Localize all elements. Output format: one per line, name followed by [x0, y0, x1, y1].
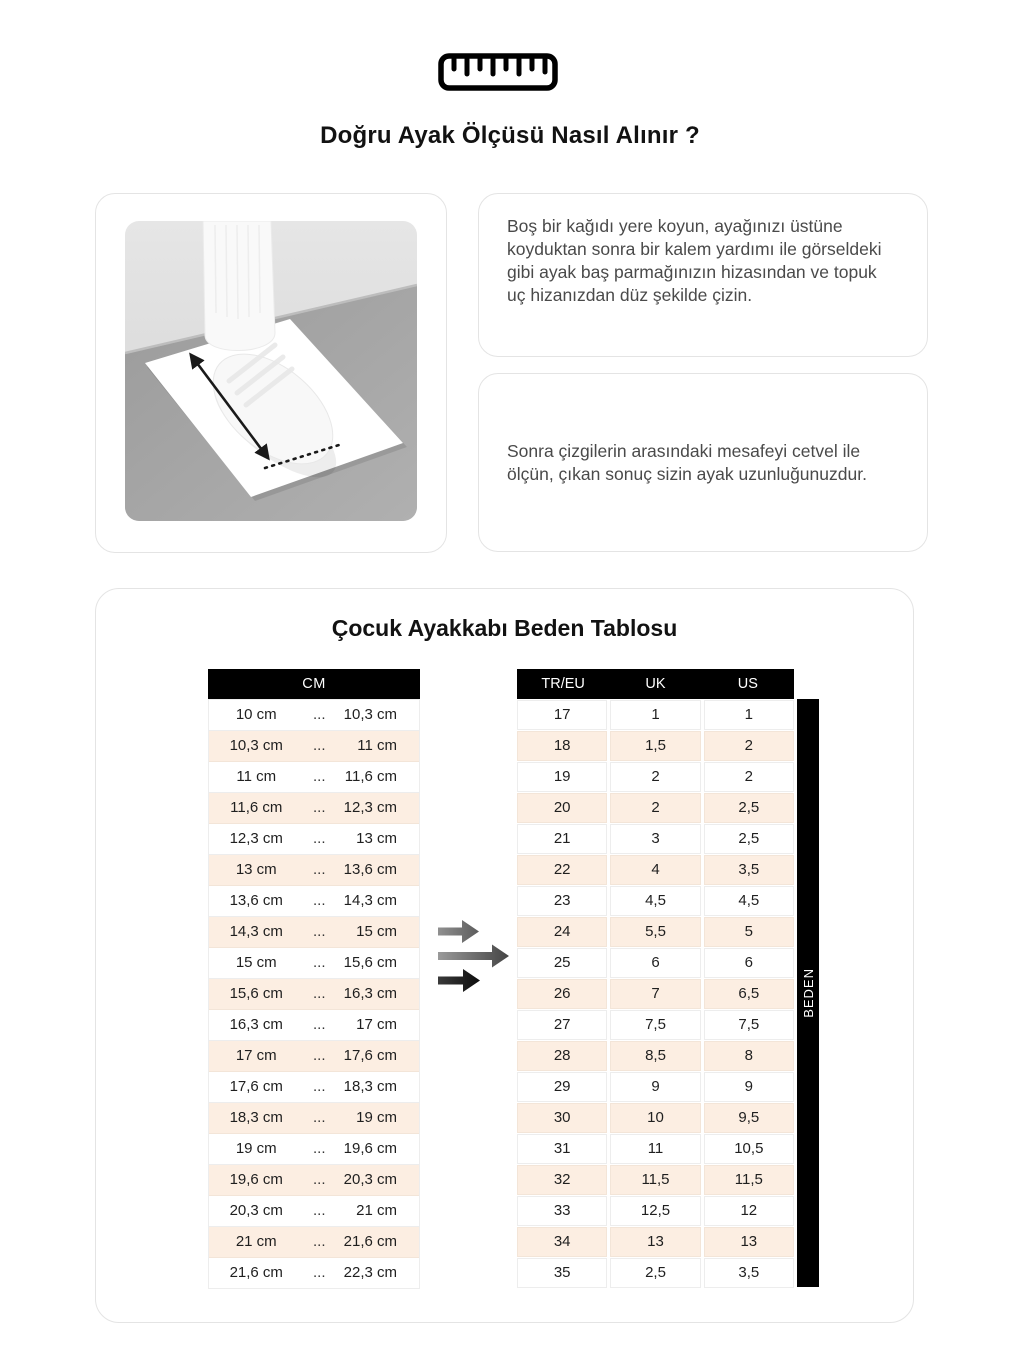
cm-from: 11 cm — [236, 768, 277, 785]
cm-from: 12,3 cm — [229, 830, 283, 847]
table-row — [517, 948, 794, 978]
cm-from: 17 cm — [235, 1047, 277, 1064]
cm-from: 11,6 cm — [230, 799, 283, 816]
table-row — [209, 917, 419, 948]
tr-eu-value: 35 — [517, 1258, 607, 1288]
tr-eu-value: 22 — [517, 855, 607, 885]
tr-eu-value: 26 — [517, 979, 607, 1009]
table-row — [517, 979, 794, 1009]
tr-eu-value: 23 — [517, 886, 607, 916]
uk-value: 6 — [610, 948, 700, 978]
cm-from: 21,6 cm — [229, 1264, 283, 1281]
table-row — [209, 700, 419, 731]
table-row — [209, 948, 419, 979]
cm-to: 15,6 cm — [343, 954, 397, 971]
size-table-header-row — [517, 669, 794, 699]
header-us: US — [737, 676, 758, 692]
cm-to: 19,6 cm — [343, 1140, 397, 1157]
uk-value: 12,5 — [610, 1196, 700, 1226]
beden-axis-label — [797, 699, 819, 1287]
cm-to: 22,3 cm — [343, 1264, 397, 1281]
instruction-step-2-text: Sonra çizgilerin arasındaki mesafeyi cetvel ile ölçün, çıkan sonuç sizin ayak uzunluğunuzdur. — [507, 440, 867, 484]
cm-table-body — [208, 699, 420, 1289]
instruction-step-2 — [478, 373, 928, 552]
us-value: 9,5 — [704, 1103, 794, 1133]
table-row — [517, 1134, 794, 1164]
range-dots: ... — [312, 799, 326, 816]
cm-from: 20,3 cm — [229, 1202, 283, 1219]
cm-table — [208, 669, 420, 1289]
table-row — [209, 824, 419, 855]
table-row — [517, 1196, 794, 1226]
cm-from: 19 cm — [235, 1140, 277, 1157]
range-dots: ... — [312, 1202, 326, 1219]
range-dots: ... — [312, 1078, 326, 1095]
tr-eu-value: 34 — [517, 1227, 607, 1257]
cm-from: 16,3 cm — [229, 1016, 283, 1033]
table-row — [517, 1165, 794, 1195]
uk-value: 11,5 — [610, 1165, 700, 1195]
cm-to: 17,6 cm — [343, 1047, 397, 1064]
table-row — [209, 886, 419, 917]
table-row — [209, 1165, 419, 1196]
us-value: 2 — [704, 762, 794, 792]
table-row — [209, 762, 419, 793]
header-tr-eu: TR/EU — [541, 676, 585, 692]
us-value: 6 — [704, 948, 794, 978]
cm-to: 14,3 cm — [343, 892, 397, 909]
range-dots: ... — [312, 706, 326, 723]
table-row — [517, 824, 794, 854]
cm-from: 13,6 cm — [229, 892, 283, 909]
tr-eu-value: 32 — [517, 1165, 607, 1195]
table-row — [209, 1258, 419, 1289]
range-dots: ... — [312, 1264, 326, 1281]
us-value: 11,5 — [704, 1165, 794, 1195]
uk-value: 2,5 — [610, 1258, 700, 1288]
cm-table-header: CM — [208, 669, 420, 699]
range-dots: ... — [312, 768, 326, 785]
us-value: 10,5 — [704, 1134, 794, 1164]
tr-eu-value: 30 — [517, 1103, 607, 1133]
uk-value: 5,5 — [610, 917, 700, 947]
table-row — [209, 979, 419, 1010]
instruction-step-1 — [478, 193, 928, 357]
measurement-photo-card — [95, 193, 447, 553]
tr-eu-value: 21 — [517, 824, 607, 854]
us-value: 1 — [704, 700, 794, 730]
cm-to: 20,3 cm — [343, 1171, 397, 1188]
cm-from: 18,3 cm — [229, 1109, 283, 1126]
us-value: 3,5 — [704, 1258, 794, 1288]
size-table-card — [95, 588, 914, 1323]
tr-eu-value: 19 — [517, 762, 607, 792]
table-row — [517, 1103, 794, 1133]
uk-value: 8,5 — [610, 1041, 700, 1071]
tr-eu-value: 24 — [517, 917, 607, 947]
range-dots: ... — [312, 954, 326, 971]
table-row — [209, 1041, 419, 1072]
cm-from: 21 cm — [235, 1233, 277, 1250]
tr-eu-value: 25 — [517, 948, 607, 978]
us-value: 8 — [704, 1041, 794, 1071]
header-uk: UK — [645, 676, 666, 692]
range-dots: ... — [312, 830, 326, 847]
tr-eu-value: 27 — [517, 1010, 607, 1040]
range-dots: ... — [312, 737, 326, 754]
us-value: 12 — [704, 1196, 794, 1226]
range-dots: ... — [312, 1016, 326, 1033]
table-row — [209, 1010, 419, 1041]
us-value: 9 — [704, 1072, 794, 1102]
cm-to: 11,6 cm — [344, 768, 397, 785]
range-dots: ... — [312, 1233, 326, 1250]
table-row — [517, 855, 794, 885]
range-dots: ... — [312, 1109, 326, 1126]
cm-to: 18,3 cm — [343, 1078, 397, 1095]
cm-to: 12,3 cm — [343, 799, 397, 816]
uk-value: 1 — [610, 700, 700, 730]
table-row — [209, 1134, 419, 1165]
table-row — [517, 1258, 794, 1288]
uk-value: 4,5 — [610, 886, 700, 916]
table-row — [209, 855, 419, 886]
cm-from: 10,3 cm — [229, 737, 283, 754]
uk-value: 9 — [610, 1072, 700, 1102]
conversion-arrows-icon — [436, 917, 514, 999]
us-value: 2,5 — [704, 793, 794, 823]
us-value: 6,5 — [704, 979, 794, 1009]
cm-to: 16,3 cm — [343, 985, 397, 1002]
table-row — [209, 731, 419, 762]
table-row — [209, 793, 419, 824]
size-table-title: Çocuk Ayakkabı Beden Tablosu — [331, 615, 678, 641]
uk-value: 2 — [610, 793, 700, 823]
uk-value: 3 — [610, 824, 700, 854]
uk-value: 7 — [610, 979, 700, 1009]
uk-value: 10 — [610, 1103, 700, 1133]
range-dots: ... — [312, 1171, 326, 1188]
table-row — [517, 886, 794, 916]
uk-value: 2 — [610, 762, 700, 792]
table-row — [209, 1227, 419, 1258]
cm-to: 19 cm — [356, 1109, 397, 1126]
foot-measurement-photo — [125, 221, 417, 521]
cm-to: 13,6 cm — [343, 861, 397, 878]
tr-eu-value: 31 — [517, 1134, 607, 1164]
table-row — [517, 1010, 794, 1040]
size-table-body — [517, 700, 794, 1288]
range-dots: ... — [312, 1140, 326, 1157]
cm-to: 21,6 cm — [343, 1233, 397, 1250]
us-value: 4,5 — [704, 886, 794, 916]
cm-from: 15,6 cm — [229, 985, 283, 1002]
table-row — [517, 1072, 794, 1102]
beden-label-text: BEDEN — [800, 968, 816, 1018]
table-row — [517, 700, 794, 730]
range-dots: ... — [312, 923, 326, 940]
us-value: 5 — [704, 917, 794, 947]
table-row — [517, 1227, 794, 1257]
size-conversion-table — [517, 669, 794, 1288]
table-row — [517, 762, 794, 792]
uk-value: 7,5 — [610, 1010, 700, 1040]
us-value: 7,5 — [704, 1010, 794, 1040]
us-value: 2 — [704, 731, 794, 761]
cm-from: 17,6 cm — [229, 1078, 283, 1095]
us-value: 3,5 — [704, 855, 794, 885]
page-title: Doğru Ayak Ölçüsü Nasıl Alınır ? — [320, 122, 700, 149]
cm-to: 17 cm — [356, 1016, 397, 1033]
table-row — [517, 793, 794, 823]
cm-from: 10 cm — [235, 706, 277, 723]
tr-eu-value: 33 — [517, 1196, 607, 1226]
range-dots: ... — [312, 1047, 326, 1064]
tr-eu-value: 17 — [517, 700, 607, 730]
cm-from: 15 cm — [235, 954, 277, 971]
range-dots: ... — [312, 861, 326, 878]
cm-from: 14,3 cm — [229, 923, 283, 940]
instruction-step-1-text: Boş bir kağıdı yere koyun, ayağınızı üstüne koyduktan sonra bir kalem yardımı ile görseldeki gibi ayak baş parmağınızın hizasından ve topuk uç hizanızdan düz şekilde çizin. — [507, 216, 882, 305]
cm-to: 13 cm — [356, 830, 397, 847]
cm-to: 15 cm — [356, 923, 397, 940]
cm-to: 10,3 cm — [343, 706, 397, 723]
table-row — [209, 1072, 419, 1103]
table-row — [517, 731, 794, 761]
cm-from: 19,6 cm — [229, 1171, 283, 1188]
cm-from: 13 cm — [235, 861, 277, 878]
uk-value: 11 — [610, 1134, 700, 1164]
table-row — [209, 1103, 419, 1134]
uk-value: 1,5 — [610, 731, 700, 761]
uk-value: 13 — [610, 1227, 700, 1257]
uk-value: 4 — [610, 855, 700, 885]
tr-eu-value: 29 — [517, 1072, 607, 1102]
ruler-icon — [437, 52, 559, 92]
range-dots: ... — [312, 985, 326, 1002]
us-value: 13 — [704, 1227, 794, 1257]
range-dots: ... — [312, 892, 326, 909]
cm-to: 11 cm — [357, 737, 397, 754]
table-row — [517, 917, 794, 947]
table-row — [517, 1041, 794, 1071]
tr-eu-value: 28 — [517, 1041, 607, 1071]
tr-eu-value: 18 — [517, 731, 607, 761]
table-row — [209, 1196, 419, 1227]
tr-eu-value: 20 — [517, 793, 607, 823]
us-value: 2,5 — [704, 824, 794, 854]
cm-to: 21 cm — [356, 1202, 397, 1219]
